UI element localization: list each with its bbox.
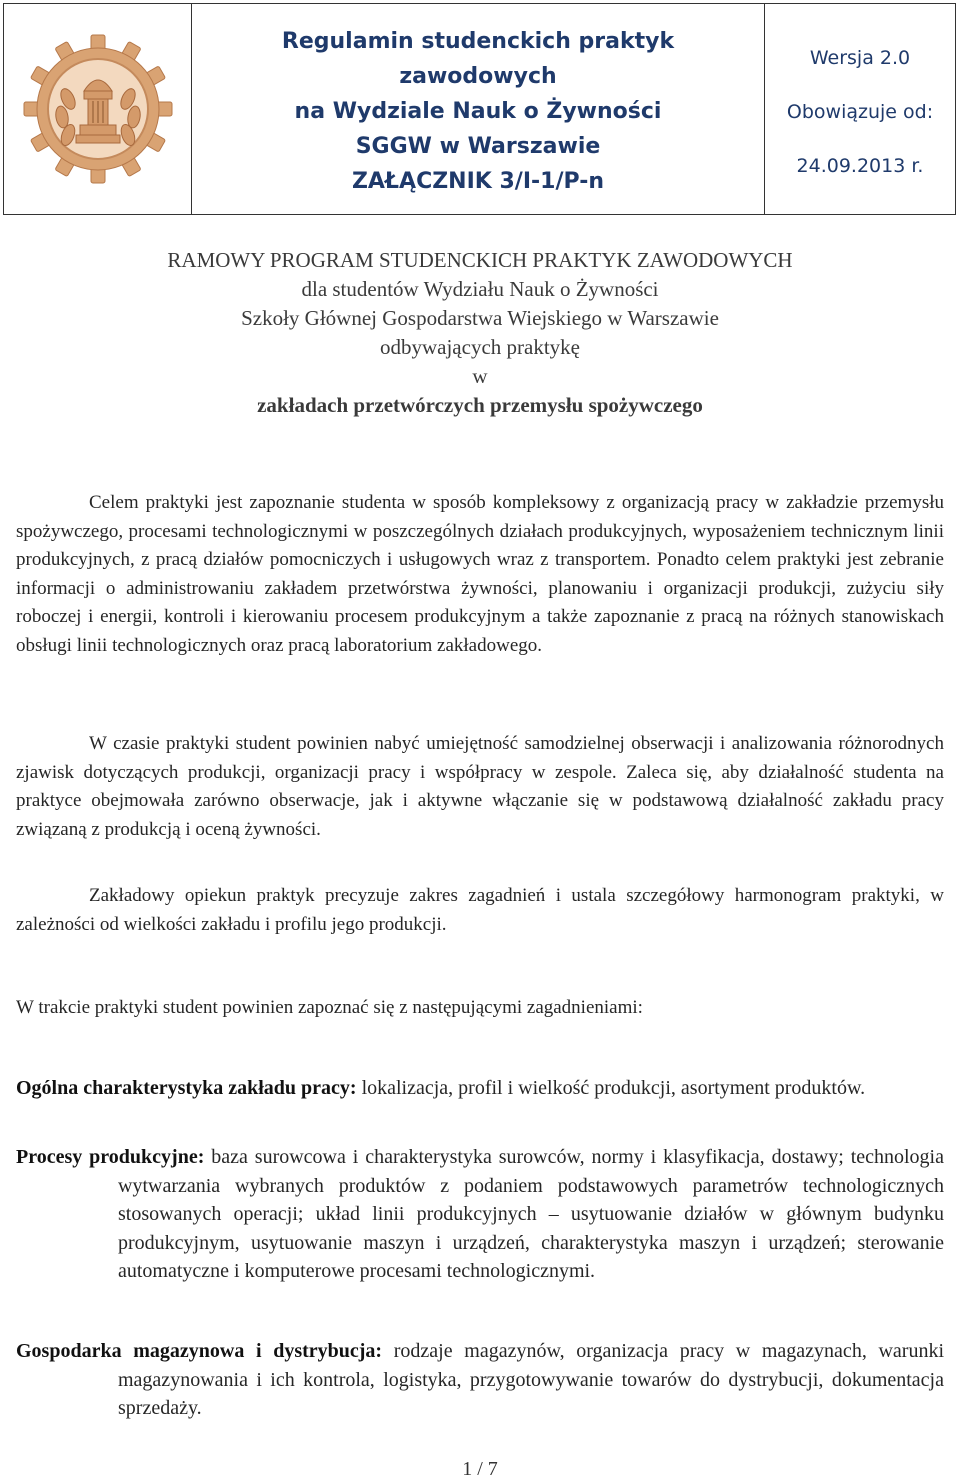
header-title-line: SGGW w Warszawie: [355, 133, 601, 159]
program-title-line: zakładach przetwórczych przemysłu spożywczego: [257, 393, 703, 417]
header-title-line: zawodowych: [399, 63, 557, 89]
valid-from-date: 24.09.2013 r.: [796, 155, 924, 177]
topic-heading: Gospodarka magazynowa i dystrybucja:: [16, 1340, 383, 1362]
header-title-line: Regulamin studenckich praktyk: [281, 28, 675, 54]
program-title-line: RAMOWY PROGRAM STUDENCKICH PRAKTYK ZAWODOWYCH: [167, 248, 793, 272]
topic-heading: Ogólna charakterystyka zakładu pracy:: [16, 1077, 357, 1099]
paragraph-goal: Celem praktyki jest zapoznanie studenta w sposób kompleksowy z organizacją pracy w zakładzie przemysłu spożywczego, procesami technologicznymi w poszczególnych działach produkcyjnych, wyposażeniem technicznym linii produkcyjnych, z pracą działów pomocniczych i usługowych wraz z transportem. Ponadto celem praktyki jest zebranie informacji o administrowaniu zakładem przetwórstwa żywności, planowaniu i organizacji produkcji, zużyciu siły roboczej i energii, kontroli i kierowaniu procesem produkcyjnym a także zapoznanie z pracą na różnych stanowiskach obsługi linii technologicznych oraz pracą laboratorium zakładowego.: [16, 492, 944, 656]
program-title-line: odbywających praktykę: [379, 335, 580, 359]
program-title: [0, 246, 960, 420]
header-title-line: na Wydziale Nauk o Żywności: [294, 98, 662, 124]
header-title: [192, 4, 765, 214]
paragraph-supervisor: Zakładowy opiekun praktyk precyzuje zakres zagadnień i ustala szczegółowy harmonogram praktyki, w zależności od wielkości zakładu i profilu jego produkcji.: [16, 885, 944, 935]
topic-item: [16, 1143, 944, 1286]
paragraph-skills: W czasie praktyki student powinien nabyć umiejętność samodzielnej obserwacji i analizowania różnorodnych zjawisk dotyczących produkcji, organizacji pracy i współpracy w zespole. Zaleca się, aby działalność studenta na praktyce obejmowała zarówno obserwacje, jak i aktywne włączanie się w podstawową działalność zakładu pracy związaną z produkcją i oceną żywności.: [16, 733, 944, 840]
header-meta: [765, 4, 955, 214]
version-label: Wersja 2.0: [809, 47, 911, 69]
topic-item: [16, 1337, 944, 1423]
program-title-line: w: [472, 364, 488, 388]
valid-from-label: Obowiązuje od:: [786, 101, 934, 123]
topic-body: lokalizacja, profil i wielkość produkcji, asortyment produktów.: [356, 1077, 866, 1099]
paragraph-topics-intro: W trakcie praktyki student powinien zapoznać się z następującymi zagadnieniami:: [16, 997, 643, 1018]
logo-cell: [4, 4, 192, 214]
topic-item: [16, 1074, 944, 1103]
document-header: [3, 3, 956, 215]
program-title-line: Szkoły Głównej Gospodarstwa Wiejskiego w Warszawie: [241, 306, 719, 330]
program-title-line: dla studentów Wydziału Nauk o Żywności: [301, 277, 659, 301]
page-number: 1 / 7: [462, 1458, 498, 1480]
sggw-emblem-icon: [23, 34, 173, 184]
header-title-line: ZAŁĄCZNIK 3/I-1/P-n: [351, 168, 605, 194]
topic-heading: Procesy produkcyjne:: [16, 1146, 205, 1168]
topic-body: baza surowcowa i charakterystyka surowców, normy i klasyfikacja, dostawy; technologia wytwarzania wybranych produktów z podaniem podstawowych parametrów technologicznych stosowanych operacji; układ linii produkcyjnych – usytuowanie działów w głównym budynku produkcyjnym, usytuowanie maszyn i urządzeń, charakterystyka maszyn i urządzeń; sterowanie automatyczne i komputerowe procesami technologicznymi.: [118, 1146, 944, 1282]
topic-body: rodzaje magazynów, organizacja pracy w magazynach, warunki magazynowania i ich kontrola, logistyka, przygotowywanie towarów do dystrybucji, dokumentacja sprzedaży.: [118, 1340, 945, 1419]
